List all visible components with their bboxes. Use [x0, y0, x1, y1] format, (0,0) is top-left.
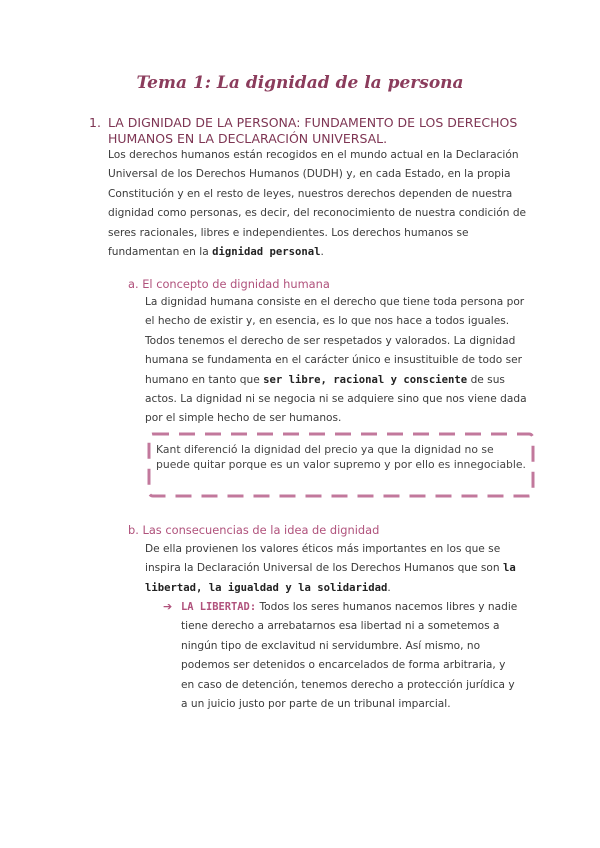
subsection-a-text: La dignidad humana consiste en el derecho que tiene toda persona por el hecho de existir y, en esencia, es lo que nos hace a todos iguales. Todos tenemos el derecho de ser respetados y valorados. La dignidad humana se fundamenta en el carácter único e insustituible de todo ser humano en tanto que [145, 296, 525, 386]
intro-end: . [320, 246, 324, 259]
subsection-b-end: . [387, 581, 391, 594]
subsection-b-heading: b. Las consecuencias de la idea de dignidad [128, 523, 380, 537]
subsection-a-heading: a. El concepto de dignidad humana [128, 277, 330, 291]
section-heading: LA DIGNIDAD DE LA PERSONA: FUNDAMENTO DE LOS DERECHOS HUMANOS EN LA DECLARACIÓN UNIVERSAL. [108, 115, 518, 146]
quote-text: Kant diferenció la dignidad del precio ya que la dignidad no se puede quitar porque es un valor supremo y por ello es innegociable. [156, 443, 526, 472]
subsection-b-bold-text: la libertad, la igualdad y la solidaridad [145, 562, 516, 594]
arrow-icon: ➔ [163, 600, 173, 613]
subsection-b-paragraph [145, 540, 535, 598]
section-intro-paragraph [108, 146, 538, 262]
intro-bold-text: dignidad personal [212, 246, 321, 259]
intro-text: Los derechos humanos están recogidos en el mundo actual en la Declaración Universal de los Derechos Humanos (DUDH) y, en cada Estado, en la propia Constitución y en el resto de leyes, nuestros derechos dependen de nuestra dignidad como personas, es decir, del reconocimiento de nuestra condición de seres racionales, libres e independientes. Los derechos humanos se fundamentan en la [108, 149, 527, 259]
bullet-label: LA LIBERTAD: [181, 601, 257, 613]
quote-box [147, 432, 535, 498]
bullet-libertad [181, 598, 521, 714]
section-number: 1. [89, 115, 101, 130]
subsection-a-bold-text: ser libre, racional y consciente [263, 373, 468, 386]
subsection-b-text: De ella provienen los valores éticos más importantes en los que se inspira la Declaración Universal de los Derechos Humanos que son [145, 543, 503, 575]
bullet-text: Todos los seres humanos nacemos libres y nadie tiene derecho a arrebatarnos esa libertad ni a sometemos a ningún tipo de exclavitud ni servidumbre. Así mismo, no podemos ser detenidos o encarcelados de forma arbitraria, y en caso de detención, tenemos derecho a protección jurídica y a un juicio justo por parte de un tribunal imparcial. [181, 601, 518, 711]
subsection-a-end: de sus actos. La dignidad ni se negocia ni se adquiere sino que nos viene dada por el simple hecho de ser humanos. [145, 373, 527, 425]
page-title: Tema 1: La dignidad de la persona [136, 73, 464, 93]
subsection-a-paragraph [145, 293, 535, 429]
